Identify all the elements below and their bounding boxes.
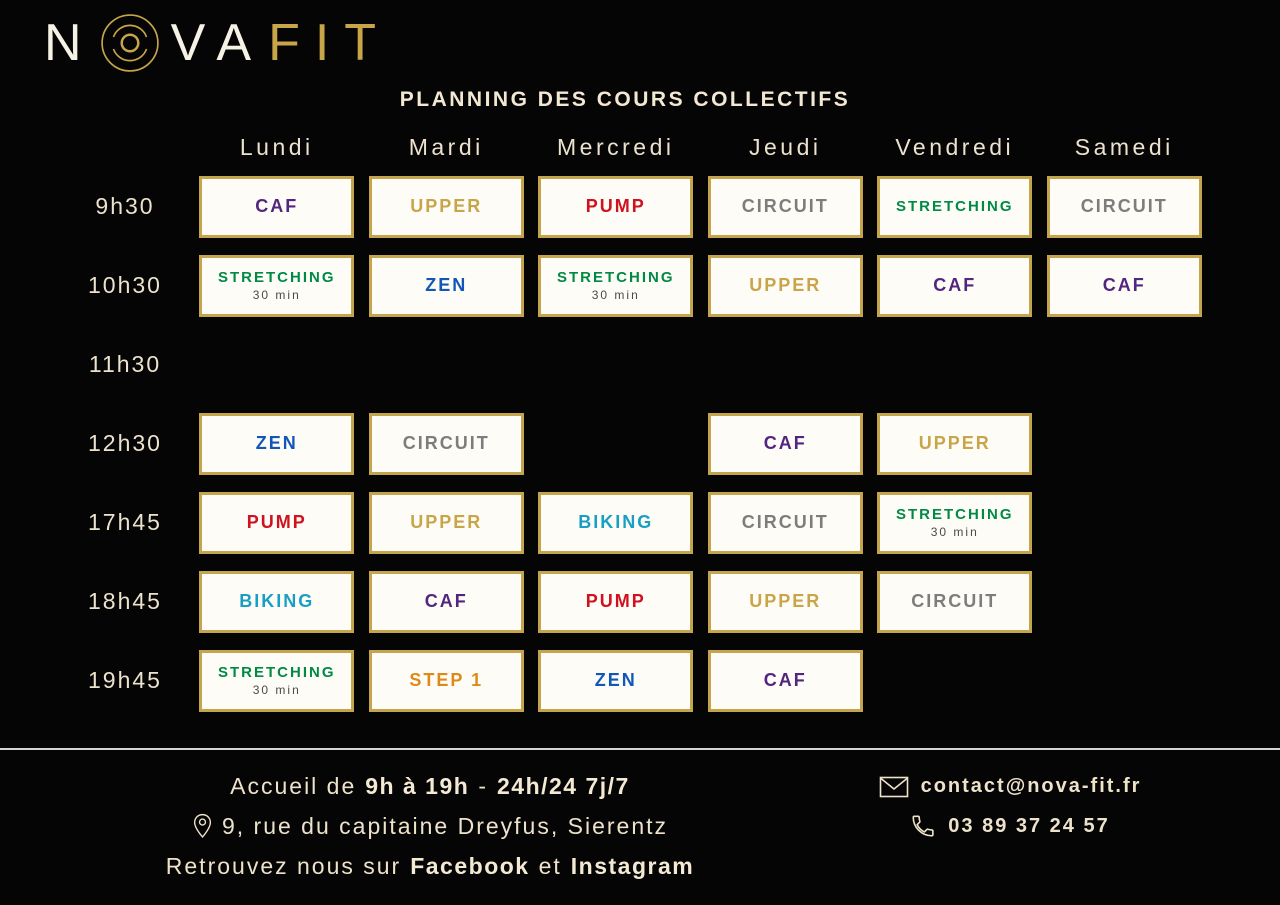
slot-vendredi-11h30 [870, 325, 1040, 404]
novafit-logo [44, 12, 391, 74]
social-line [0, 846, 860, 886]
class-card-biking [199, 571, 354, 633]
logo-letter-n: N [44, 14, 97, 72]
time-label-17h45: 17h45 [88, 509, 162, 535]
slot-vendredi-12h30 [870, 404, 1040, 483]
footer-divider [0, 748, 1280, 750]
class-card-label: ZEN [425, 275, 468, 295]
slot-lundi-17h45 [192, 483, 362, 562]
class-card-circuit [877, 571, 1032, 633]
class-card-upper [708, 571, 863, 633]
slot-mardi-11h30 [362, 325, 532, 404]
class-card-label: CIRCUIT [402, 433, 490, 453]
slot-samedi-10h30 [1040, 246, 1210, 325]
class-card-label: CAF [763, 433, 807, 453]
class-card-label: PUMP [585, 591, 646, 611]
slot-samedi-17h45 [1040, 483, 1210, 562]
slot-vendredi-10h30 [870, 246, 1040, 325]
class-card-label: CAF [255, 196, 299, 216]
slot-lundi-12h30 [192, 404, 362, 483]
class-card-duration-note: 30 min [252, 288, 301, 302]
slot-lundi-10h30 [192, 246, 362, 325]
slot-mercredi-19h45 [531, 641, 701, 720]
day-header-jeudi: Jeudi [749, 134, 822, 160]
class-card-label: CAF [763, 670, 807, 690]
hours-separator: - [478, 773, 488, 799]
slot-lundi-18h45 [192, 562, 362, 641]
class-card-label: CIRCUIT [741, 512, 829, 532]
class-card-label: ZEN [594, 670, 637, 690]
envelope-icon [879, 776, 909, 798]
class-card-label: CIRCUIT [741, 196, 829, 216]
slot-lundi-9h30 [192, 167, 362, 246]
slot-mardi-17h45 [362, 483, 532, 562]
slot-mercredi-18h45 [531, 562, 701, 641]
class-card-label: STRETCHING [218, 269, 336, 286]
class-card-caf [877, 255, 1032, 317]
slot-mercredi-9h30 [531, 167, 701, 246]
class-card-upper [708, 255, 863, 317]
class-card-label: CIRCUIT [911, 591, 999, 611]
class-card-label: STEP 1 [409, 670, 484, 690]
slot-mardi-10h30 [362, 246, 532, 325]
class-card-label: UPPER [410, 196, 483, 216]
slot-lundi-11h30 [192, 325, 362, 404]
social-et: et [538, 853, 562, 879]
class-card-label: ZEN [255, 433, 298, 453]
slot-samedi-19h45 [1040, 641, 1210, 720]
class-card-label: UPPER [749, 591, 822, 611]
slot-jeudi-12h30 [701, 404, 871, 483]
email-text: contact@nova-fit.fr [920, 775, 1142, 797]
opening-hours-line [0, 766, 860, 806]
slot-mercredi-10h30 [531, 246, 701, 325]
slot-jeudi-11h30 [701, 325, 871, 404]
time-label-18h45: 18h45 [88, 588, 162, 614]
class-card-circuit [1047, 176, 1202, 238]
slot-mercredi-11h30 [531, 325, 701, 404]
class-card-zen [538, 650, 693, 712]
time-label-19h45: 19h45 [88, 667, 162, 693]
class-card-step-1 [369, 650, 524, 712]
class-card-circuit [708, 176, 863, 238]
class-card-label: UPPER [749, 275, 822, 295]
page-title: PLANNING DES COURS COLLECTIFS [399, 88, 851, 111]
class-card-label: CAF [1102, 275, 1146, 295]
class-card-duration-note: 30 min [930, 525, 979, 539]
class-card-label: STRETCHING [557, 269, 675, 286]
logo-target-circle-icon [97, 12, 171, 74]
slot-jeudi-19h45 [701, 641, 871, 720]
logo-letters-va: VA [170, 14, 267, 72]
class-card-pump [538, 571, 693, 633]
address-line [0, 806, 860, 846]
class-card-circuit [369, 413, 524, 475]
class-card-zen [199, 413, 354, 475]
slot-jeudi-9h30 [701, 167, 871, 246]
slot-vendredi-18h45 [870, 562, 1040, 641]
slot-lundi-19h45 [192, 641, 362, 720]
day-header-lundi: Lundi [239, 134, 314, 160]
phone-text: 03 89 37 24 57 [948, 814, 1110, 837]
hours-range: 9h à 19h [365, 773, 470, 799]
class-card-upper [369, 176, 524, 238]
class-card-label: UPPER [918, 433, 991, 453]
phone-row [910, 813, 1109, 839]
slot-mercredi-12h30 [531, 404, 701, 483]
class-card-caf [708, 413, 863, 475]
class-card-label: STRETCHING [218, 664, 336, 681]
location-pin-icon [192, 812, 213, 840]
slot-samedi-12h30 [1040, 404, 1210, 483]
day-header-vendredi: Vendredi [895, 134, 1015, 160]
slot-vendredi-19h45 [870, 641, 1040, 720]
class-card-stretching [199, 650, 354, 712]
class-card-stretching [877, 176, 1032, 238]
slot-mardi-18h45 [362, 562, 532, 641]
social-prefix: Retrouvez nous sur [165, 853, 402, 879]
instagram-label: Instagram [570, 853, 695, 879]
day-header-samedi: Samedi [1074, 134, 1174, 160]
class-card-upper [877, 413, 1032, 475]
class-card-zen [369, 255, 524, 317]
slot-samedi-11h30 [1040, 325, 1210, 404]
slot-mardi-12h30 [362, 404, 532, 483]
class-card-pump [538, 176, 693, 238]
footer-contact [800, 775, 1220, 839]
hours-247: 24h/24 7j/7 [496, 773, 630, 799]
grid-corner-spacer [58, 111, 192, 167]
class-card-label: PUMP [585, 196, 646, 216]
phone-icon [910, 813, 936, 839]
hours-prefix: Accueil de [230, 773, 357, 799]
slot-mardi-9h30 [362, 167, 532, 246]
class-card-label: UPPER [410, 512, 483, 532]
slot-jeudi-10h30 [701, 246, 871, 325]
class-card-stretching [877, 492, 1032, 554]
time-label-9h30: 9h30 [95, 193, 155, 219]
class-card-biking [538, 492, 693, 554]
slot-vendredi-17h45 [870, 483, 1040, 562]
slot-jeudi-18h45 [701, 562, 871, 641]
class-card-label: CAF [933, 275, 977, 295]
class-card-label: BIKING [239, 591, 315, 611]
logo-letters-fit: FIT [268, 14, 392, 72]
slot-mardi-19h45 [362, 641, 532, 720]
class-card-duration-note: 30 min [591, 288, 640, 302]
class-card-circuit [708, 492, 863, 554]
class-card-pump [199, 492, 354, 554]
slot-vendredi-9h30 [870, 167, 1040, 246]
class-card-label: CAF [424, 591, 468, 611]
class-card-label: STRETCHING [896, 506, 1014, 523]
class-card-upper [369, 492, 524, 554]
day-header-mardi: Mardi [408, 134, 484, 160]
facebook-label: Facebook [410, 853, 530, 879]
day-header-mercredi: Mercredi [557, 134, 675, 160]
slot-samedi-18h45 [1040, 562, 1210, 641]
time-label-11h30: 11h30 [88, 351, 162, 377]
class-card-caf [708, 650, 863, 712]
slot-mercredi-17h45 [531, 483, 701, 562]
address-text: 9, rue du capitaine Dreyfus, Sierentz [221, 813, 669, 839]
footer-info [0, 766, 860, 886]
class-card-label: BIKING [578, 512, 654, 532]
time-label-12h30: 12h30 [88, 430, 162, 456]
email-row [879, 775, 1142, 798]
class-card-caf [199, 176, 354, 238]
time-label-10h30: 10h30 [88, 272, 162, 298]
class-card-stretching [199, 255, 354, 317]
class-card-duration-note: 30 min [252, 683, 301, 697]
slot-samedi-9h30 [1040, 167, 1210, 246]
schedule-grid [58, 111, 1209, 720]
class-card-label: PUMP [246, 512, 307, 532]
class-card-caf [1047, 255, 1202, 317]
class-card-caf [369, 571, 524, 633]
class-card-label: STRETCHING [896, 198, 1014, 215]
class-card-stretching [538, 255, 693, 317]
slot-jeudi-17h45 [701, 483, 871, 562]
class-card-label: CIRCUIT [1080, 196, 1168, 216]
